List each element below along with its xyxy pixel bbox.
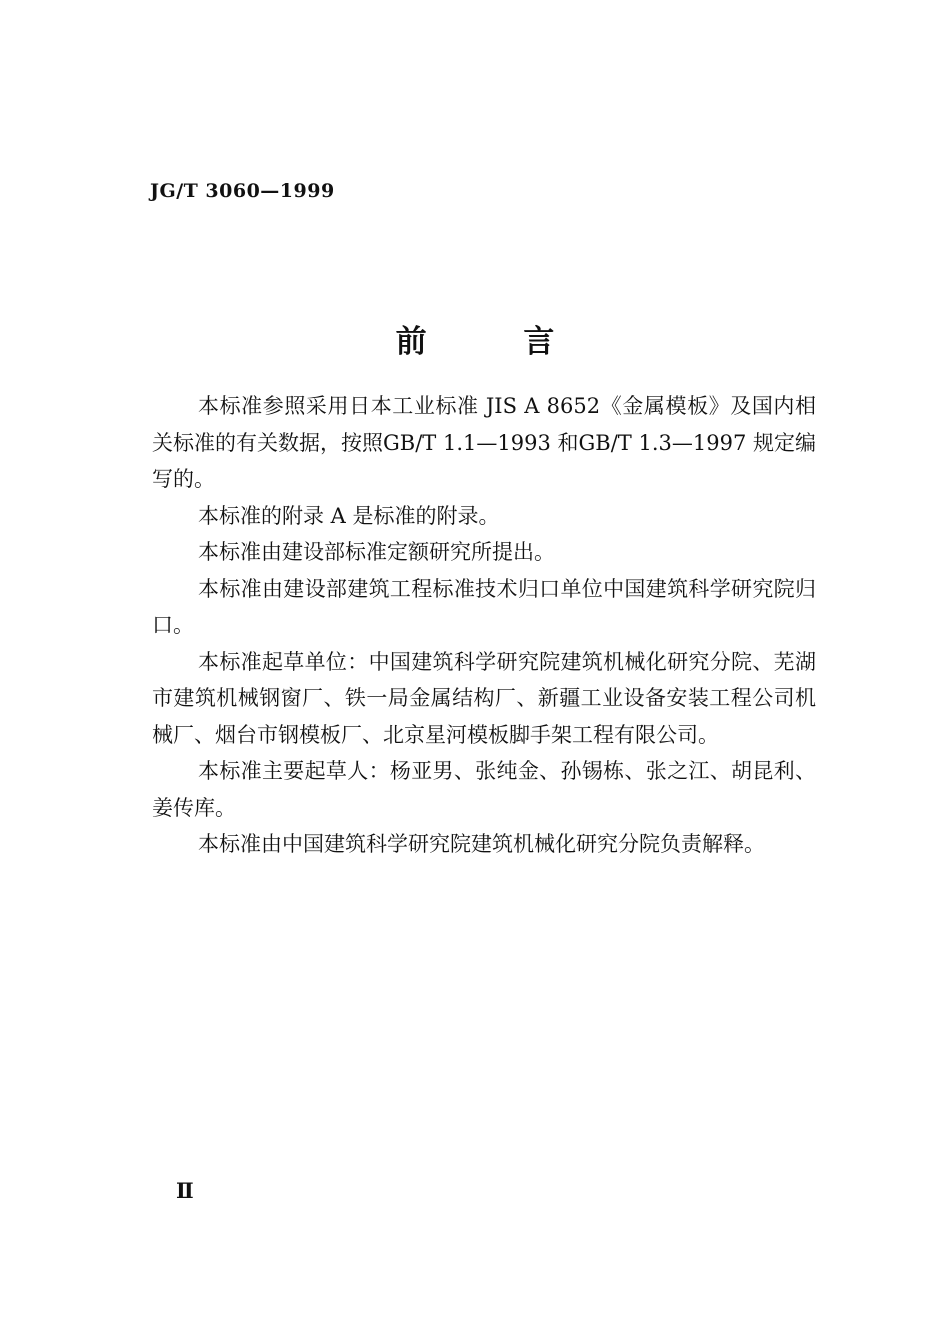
- foreword-body: [152, 388, 816, 863]
- paragraph-drafters: 本标准主要起草人：杨亚男、张纯金、孙锡栋、张之江、胡昆利、姜传库。: [152, 759, 816, 820]
- paragraph-appendix: 本标准的附录 A 是标准的附录。: [198, 503, 500, 528]
- paragraph-responsible-unit: 本标准由建设部建筑工程标准技术归口单位中国建筑科学研究院归口。: [152, 576, 816, 637]
- paragraph-adoption: 本标准参照采用日本工业标准 JIS A 8652《金属模板》及国内相关标准的有关数据，按照GB/T 1.1—1993 和GB/T 1.3—1997 规定编写的。: [152, 394, 816, 491]
- standard-code: JG/T 3060—1999: [150, 180, 335, 202]
- page-title: 前 言: [395, 324, 555, 360]
- paragraph-interpretation: 本标准由中国建筑科学研究院建筑机械化研究分院负责解释。: [198, 832, 765, 856]
- paragraph-drafting-units: 本标准起草单位：中国建筑科学研究院建筑机械化研究分院、芜湖市建筑机械钢窗厂、铁一局金属结构厂、新疆工业设备安装工程公司机械厂、烟台市钢模板厂、北京星河模板脚手架工程有限公司。: [152, 649, 816, 747]
- paragraph-proposer: 本标准由建设部标准定额研究所提出。: [198, 540, 555, 564]
- page-number: Ⅱ: [176, 1178, 194, 1203]
